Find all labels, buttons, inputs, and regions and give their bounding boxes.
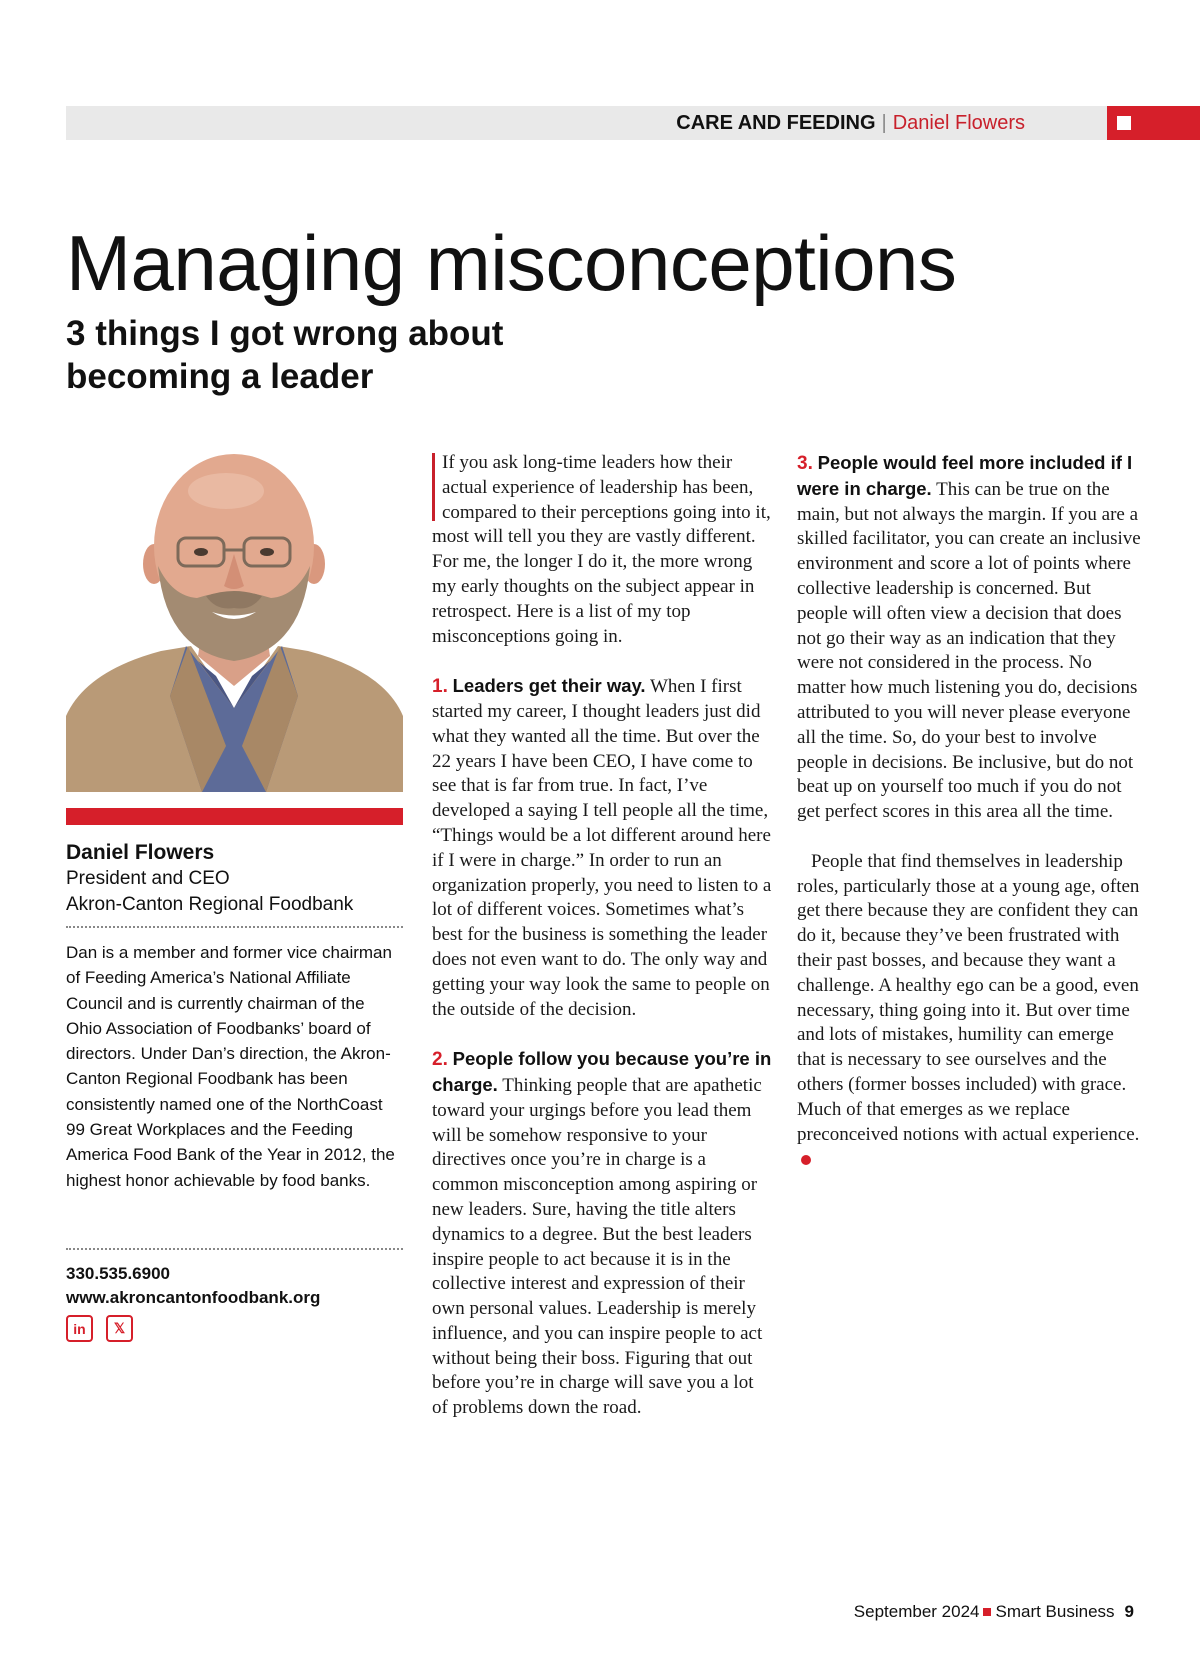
dotted-divider [66,1248,403,1250]
point-3 [797,451,1142,825]
header-bar [66,106,1200,140]
publication-name: Smart Business [995,1602,1115,1621]
author-bio: Dan is a member and former vice chairman of Feeding America’s National Affiliate Council and is currently chairman of the Ohio Association of Foodbanks’ board of directors. Under Dan’s direction, the Akron-Canton Regional Foodbank has been consistently named one of the NorthCoast 99 Great Workplaces and the Feeding America Food Bank of the Year in 2012, the highest honor achievable by food banks. [66,943,395,1190]
end-mark-icon [801,1155,811,1165]
author-info [66,840,403,918]
page-footer [854,1602,1134,1622]
intro-text: f you ask long-time leaders how their actual experience of leadership has been, compared to their perceptions going into it, most will tell you they are vastly different. For me, the longer I do it, the more wrong my early thoughts on the subject appear in retrospect. Here is a list of my top misconceptions going in. [432,452,771,647]
point-text: Thinking people that are apathetic toward your urgings before you lead them will be somehow responsive to your directives once you’re in charge is a common misconception among aspiring or new leaders. Sure, having the title alters dynamics to a degree. But the best leaders inspire people to act because it is in the collective interest and expression of their own personal values. Leadership is merely influence, and you can inspire people to act without being their boss. Figuring that out before you’re in charge will save you a lot of problems down the road. [432,1074,763,1419]
author-organization: Akron-Canton Regional Foodbank [66,894,354,915]
author-name: Daniel Flowers [66,841,215,864]
header-label [676,110,1025,136]
author-divider-bar [66,808,403,825]
author-photo [66,446,403,792]
dropcap-letter: I [442,452,449,473]
dropcap-marker [432,453,435,521]
phone-number: 330.535.6900 [66,1264,170,1283]
point-2 [432,1047,772,1421]
issue-date: September 2024 [853,1602,980,1621]
dotted-divider [66,926,403,928]
article-column-1 [432,451,772,1421]
article-intro [432,451,772,649]
article-closing [797,850,1142,1172]
page-subtitle: 3 things I got wrong about becoming a leader [66,314,504,396]
author-contact [66,1262,320,1310]
square-icon [1117,116,1131,130]
point-text: This can be true on the main, but not always the margin. If you are a skilled facilitator, you can create an inclusive environment and score a lot of points where collective leadership is concerned. But people will often view a decision that does not go their way as an indication that they were not considered in the process. No matter how much listening you do, decisions attributed to you will never please everyone all the time. So, do your best to involve people in decisions. Be inclusive, but do not beat up on yourself too much if you do not get perfect scores in this area all the time. [797,478,1141,823]
point-number: 2. [432,1049,448,1071]
linkedin-icon[interactable]: in [66,1315,93,1342]
header-author: Daniel Flowers [892,112,1025,134]
page-title: Managing misconceptions [66,219,957,307]
point-text: When I first started my career, I thought leaders just did what they wanted all the time. But over the 22 years I have been CEO, I have come to see that is far from true. In fact, I’ve developed a saying I tell people all the time, “Things would be a lot different around here if I were in charge.” In order to run an organization properly, you need to listen to a lot of different voices. Sometimes what’s best for the business is something the leader does not even want to do. The only way and getting your way look the same to people on the outside of the decision. [432,676,772,1020]
point-heading: People follow you because you’re in charge. [432,1048,772,1095]
point-1 [432,674,772,1022]
point-number: 1. [432,676,448,698]
header-separator: | [881,112,887,134]
website-link[interactable]: www.akroncantonfoodbank.org [66,1288,321,1307]
closing-text: People that find themselves in leadership roles, particularly those at a young age, often get there because they are confident they can do it, because they’ve been frustrated with their past bosses, and because they want a challenge. A healthy ego can be a good, even necessary, thing going into it. But over time and lots of mistakes, humility can emerge that is necessary to see ourselves and the others (former bosses included) with grace. Much of that emerges as we replace preconceived notions with actual experience. [797,850,1140,1145]
section-name: CARE AND FEEDING [676,112,876,134]
author-role: President and CEO [66,868,230,889]
point-heading: People would feel more included if I were in charge. [797,452,1133,499]
square-icon [983,1608,991,1616]
point-heading: Leaders get their way. [452,675,646,697]
article-column-2 [797,451,1142,1172]
page-number: 9 [1124,1602,1134,1621]
x-icon[interactable]: 𝕏 [106,1315,133,1342]
point-number: 3. [797,453,813,474]
